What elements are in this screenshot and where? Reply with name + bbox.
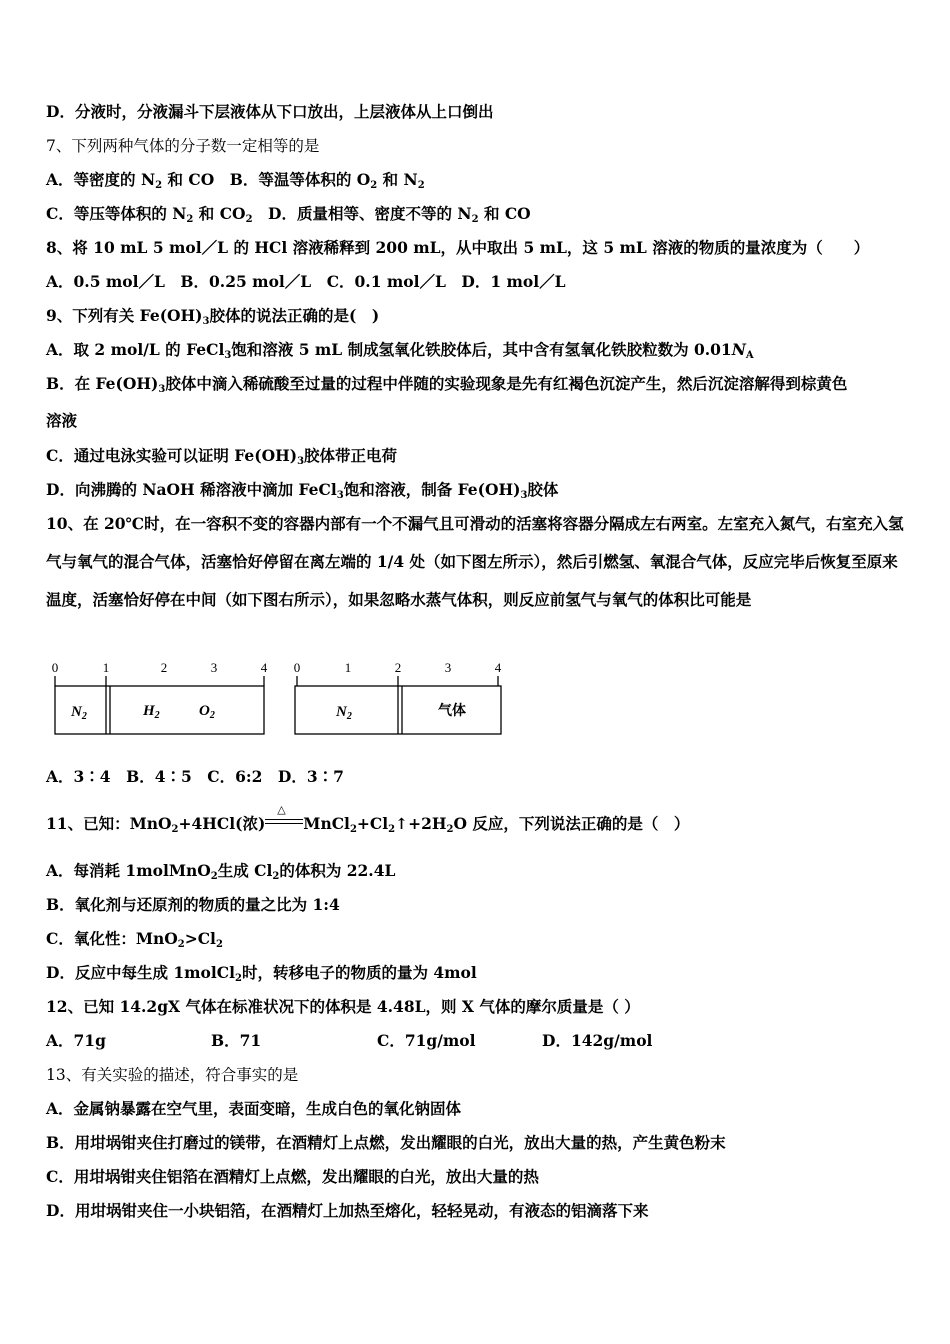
question-13-option-b: B．用坩埚钳夹住打磨过的镁带，在酒精灯上点燃，发出耀眼的白光，放出大量的热，产生黄色粉末	[46, 1133, 726, 1152]
option-a: A．71g	[46, 1031, 106, 1050]
h2-label: $H_2$	[143, 703, 160, 721]
option-c: C．71g/mol	[377, 1031, 476, 1050]
question-11-option-b: B．氧化剂与还原剂的物质的量之比为 1:4	[46, 895, 340, 914]
question-9-option-b-cont: 溶液	[46, 411, 78, 430]
tick-label: 2	[394, 660, 402, 675]
question-7-options-cd: C．等压等体积的 $N_2$ 和 $CO_2$ D．质量相等、密度不等的 $N_2$ 和 CO	[46, 204, 531, 225]
question-10: 10、在 20℃时，在一容积不变的容器内部有一个不漏气且可滑动的活塞将容器分隔成左右两室。左室充入氮气，右室充入氢气与氧气的混合气体，活塞恰好停留在离左端的 1/4 处（如下图左所示），然后引燃氢、氧混合气体，反应完毕后恢复至原来温度，活塞恰好停在中间（如下图右所示），如果忽略水蒸气体积，则反应前氢气与氧气的体积比可能是	[46, 514, 904, 609]
question-11-option-a: A．每消耗 1molMnO$_2$生成 $Cl_2$的体积为 22.4L	[46, 861, 396, 882]
question-10-options: A．3∶4 B．4∶5 C．6:2 D．3∶7	[46, 767, 344, 786]
heat-condition-arrow: △	[265, 813, 303, 835]
tick-label: 0	[293, 660, 301, 675]
piston-diagram	[46, 658, 516, 740]
question-9-option-c: C．通过电泳实验可以证明 $Fe(OH)_3$胶体带正电荷	[46, 446, 398, 467]
question-8: 8、将 10 mL 5 mol／L 的 HCl 溶液稀释到 200 mL，从中取出 5 mL，这 5 mL 溶液的物质的量浓度为（ ）	[46, 238, 870, 257]
question-13-option-c: C．用坩埚钳夹住铝箔在酒精灯上点燃，发出耀眼的白光，放出大量的热	[46, 1167, 539, 1186]
question-13-option-d: D．用坩埚钳夹住一小块铝箔，在酒精灯上加热至熔化，轻轻晃动，有液态的铝滴落下来	[46, 1201, 649, 1220]
gas-label: 气体	[438, 703, 466, 719]
question-12: 12、已知 14.2gX 气体在标准状况下的体积是 4.48L，则 X 气体的摩尔质量是（ ）	[46, 997, 640, 1016]
left-n2-label: $N_2$	[71, 704, 87, 722]
option-b: B．71	[211, 1031, 262, 1050]
question-13: 13、有关实验的描述，符合事实的是	[46, 1066, 299, 1084]
tick-label: 1	[102, 660, 110, 675]
question-11-option-c: C．氧化性：$MnO_2>Cl_2$	[46, 929, 223, 950]
option-d: D．142g/mol	[542, 1031, 653, 1050]
question-7-options-ab: A．等密度的 $N_2$ 和 CO B．等温等体积的 $O_2$ 和 $N_2$	[46, 170, 425, 191]
question-8-options: A．0.5 mol／L B．0.25 mol／L C．0.1 mol／L D．1 mol／L	[46, 272, 566, 291]
o2-label: $O_2$	[199, 703, 215, 721]
question-9-option-b: B．在 $Fe(OH)_3$胶体中滴入稀硫酸至过量的过程中伴随的实验现象是先有红褐色沉淀产生，然后沉淀溶解得到棕黄色	[46, 374, 848, 395]
tick-label: 3	[444, 660, 452, 675]
question-11-option-d: D．反应中每生成 1molCl$_2$时，转移电子的物质的量为 4mol	[46, 963, 477, 984]
question-9: 9、下列有关 $Fe(OH)_3$胶体的说法正确的是( )	[46, 306, 380, 327]
tick-label: 4	[494, 660, 502, 675]
tick-label: 2	[160, 660, 168, 675]
tick-label: 4	[260, 660, 268, 675]
tick-label: 3	[210, 660, 218, 675]
question-9-option-d: D．向沸腾的 NaOH 稀溶液中滴加 FeCl$_3$饱和溶液，制备 $Fe(OH)_3$胶体	[46, 480, 559, 501]
right-n2-label: $N_2$	[336, 704, 352, 722]
option-line: D．分液时，分液漏斗下层液体从下口放出，上层液体从上口倒出	[46, 102, 494, 121]
tick-label: 0	[51, 660, 59, 675]
tick-label: 1	[344, 660, 352, 675]
question-11: 11、已知：MnO$_2$+4HCl(浓) △ $MnCl_2+Cl_2↑+2H_2O$ 反应，下列说法正确的是（ ）	[46, 803, 690, 835]
question-13-option-a: A．金属钠暴露在空气里，表面变暗，生成白色的氧化钠固体	[46, 1099, 462, 1118]
question-9-option-a: A．取 2 mol/L 的 FeCl$_3$饱和溶液 5 mL 制成氢氧化铁胶体后，其中含有氢氧化铁胶粒数为 $0.01N_A$	[46, 340, 754, 361]
question-7: 7、下列两种气体的分子数一定相等的是	[46, 137, 320, 155]
